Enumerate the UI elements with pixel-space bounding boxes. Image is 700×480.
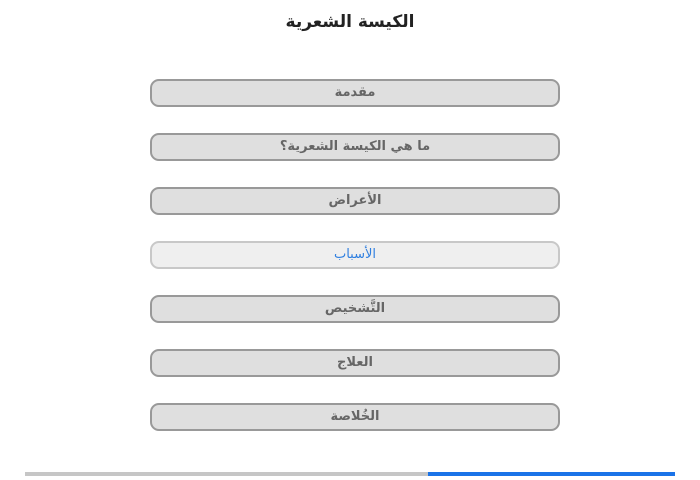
section-menu xyxy=(150,79,560,457)
menu-item-diagnosis[interactable]: التَّشخيص xyxy=(150,295,560,323)
menu-item-treatment[interactable]: العلاج xyxy=(150,349,560,377)
menu-item-summary[interactable]: الخُلاصة xyxy=(150,403,560,431)
menu-item-symptoms[interactable]: الأعراض xyxy=(150,187,560,215)
progress-bar-fill xyxy=(428,472,675,476)
menu-item-what-is-pilonidal-cyst[interactable]: ما هي الكيسة الشعرية؟ xyxy=(150,133,560,161)
menu-item-causes[interactable]: الأسباب xyxy=(150,241,560,269)
menu-item-introduction[interactable]: مقدمة xyxy=(150,79,560,107)
page-title: الكيسة الشعرية xyxy=(285,12,415,32)
progress-bar xyxy=(25,472,675,476)
